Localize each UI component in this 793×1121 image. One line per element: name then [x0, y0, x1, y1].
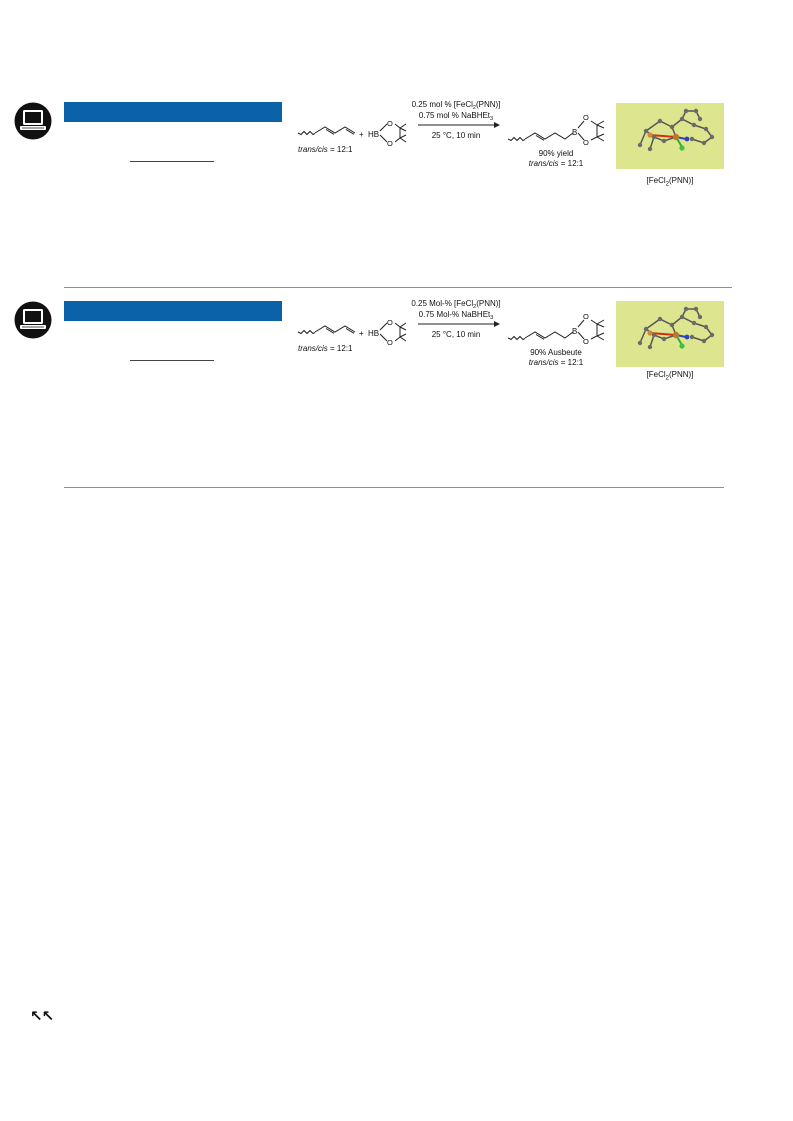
catalyst-label: [FeCl$_2$(PNN)]	[646, 176, 694, 188]
product-boron: B	[572, 128, 578, 137]
reaction-arrow	[418, 321, 500, 327]
ring-oxygen-top: O	[387, 119, 393, 128]
pinacolborane-ring	[380, 124, 406, 142]
catalyst-label: [FeCl$_2$(PNN)]	[646, 370, 694, 382]
product-boron: B	[572, 327, 578, 336]
laptop-icon[interactable]	[14, 301, 52, 339]
ring-oxygen-top: O	[387, 318, 393, 327]
back-to-top-icon[interactable]: ↖↖	[30, 1008, 54, 1025]
graphical-abstract-entry-german	[0, 294, 793, 394]
section-divider	[64, 287, 732, 288]
product-oxygen-bottom: O	[583, 337, 589, 346]
laptop-icon[interactable]	[14, 102, 52, 140]
substrate-structure	[298, 326, 355, 334]
condition-activator: 0.75 mol % NaBHEt$_3$	[418, 111, 494, 122]
product-ratio: trans/cis = 12:1	[528, 159, 584, 168]
reaction-arrow	[418, 122, 500, 128]
crystal-structure-image	[616, 301, 724, 367]
plus-sign: +	[359, 329, 364, 338]
substrate-ratio: trans/cis = 12:1	[298, 145, 353, 154]
condition-activator: 0.75 Mol-% NaBHEt$_3$	[418, 310, 494, 321]
condition-temperature-time: 25 °C, 10 min	[431, 131, 481, 140]
header-bar	[64, 301, 282, 321]
rule-line	[130, 360, 214, 361]
product-yield: 90% Ausbeute	[530, 348, 582, 357]
pinacolborane-hb: HB	[368, 130, 380, 139]
product-oxygen-bottom: O	[583, 138, 589, 147]
crystal-structure-image	[616, 103, 724, 169]
section-divider	[64, 487, 724, 488]
product-ratio: trans/cis = 12:1	[528, 358, 584, 367]
product-structure	[508, 121, 604, 141]
condition-catalyst: 0.25 mol % [FeCl$_2$(PNN)]	[411, 100, 501, 111]
plus-sign: +	[359, 130, 364, 139]
ring-oxygen-bottom: O	[387, 338, 393, 347]
substrate-structure	[298, 127, 355, 135]
substrate-ratio: trans/cis = 12:1	[298, 344, 353, 353]
product-oxygen-top: O	[583, 312, 589, 321]
condition-catalyst: 0.25 Mol-% [FeCl$_2$(PNN)]	[411, 299, 501, 310]
pinacolborane-hb: HB	[368, 329, 380, 338]
pinacolborane-ring	[380, 323, 406, 341]
ring-oxygen-bottom: O	[387, 139, 393, 148]
product-structure	[508, 320, 604, 340]
header-bar	[64, 102, 282, 122]
rule-line	[130, 161, 214, 162]
graphical-abstract-entry-english	[0, 95, 793, 195]
crystal-structure-drawing	[616, 103, 724, 169]
crystal-structure-drawing	[616, 301, 724, 367]
product-yield: 90% yield	[538, 149, 574, 158]
condition-temperature-time: 25 °C, 10 min	[431, 330, 481, 339]
product-oxygen-top: O	[583, 113, 589, 122]
